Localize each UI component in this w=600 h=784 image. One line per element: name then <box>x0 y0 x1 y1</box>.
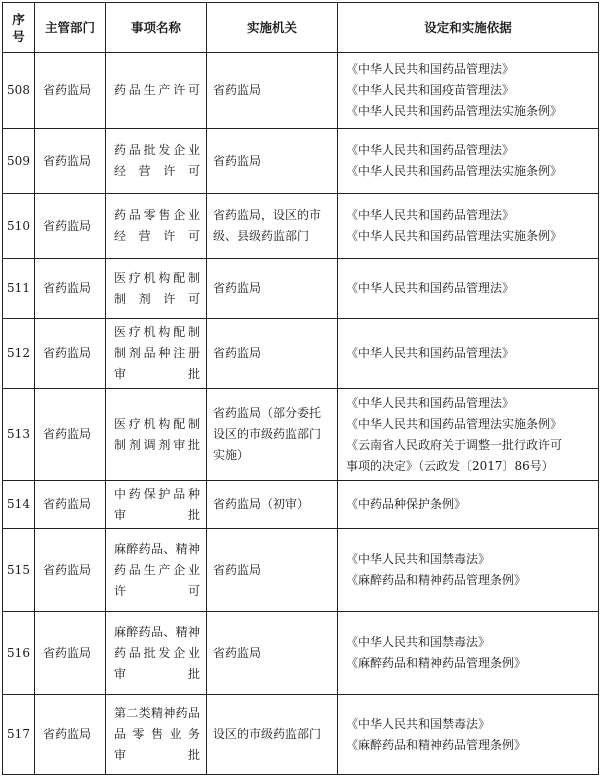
cell-item-name-line: 审批 <box>114 367 200 381</box>
cell-implementing-org-line: 省药监局（部分委托 <box>213 406 322 420</box>
cell-basis-line: 《中华人民共和国禁毒法》 <box>346 552 491 566</box>
cell-basis <box>338 259 599 319</box>
cell-item-name <box>106 389 207 481</box>
cell-item-name-line: 医疗机构配制 <box>114 416 200 431</box>
cell-basis-line: 《麻醉药品和精神药品管理条例》 <box>346 656 527 670</box>
cell-dept: 省药监局 <box>35 194 106 259</box>
cell-basis <box>338 389 599 481</box>
cell-item-name <box>106 319 207 389</box>
header-seq <box>3 3 35 53</box>
cell-implementing-org <box>207 695 338 775</box>
table-row <box>3 481 599 529</box>
cell-basis <box>338 481 599 529</box>
cell-basis <box>338 53 599 129</box>
cell-item-name-line: 制剂品种注册 <box>114 346 200 360</box>
cell-dept: 省药监局 <box>35 529 106 612</box>
cell-item-name-line: 药品生产企业 <box>114 562 200 577</box>
cell-dept: 省药监局 <box>35 389 106 481</box>
cell-item-name-line: 医疗机构配制 <box>114 270 200 285</box>
licensing-items-table <box>2 2 599 775</box>
cell-basis-line: 《中药品种保护条例》 <box>346 497 467 511</box>
cell-item-name <box>106 481 207 529</box>
cell-implementing-org-line: 省药监局（初审） <box>213 497 310 511</box>
table-row <box>3 389 599 481</box>
cell-item-name-line: 制剂许可 <box>114 291 200 306</box>
cell-basis <box>338 695 599 775</box>
cell-seq: 514 <box>3 481 35 529</box>
cell-implementing-org-line: 设区的市级药监部门 <box>213 727 322 741</box>
cell-implementing-org-line: 实施） <box>213 448 250 462</box>
cell-dept: 省药监局 <box>35 129 106 194</box>
cell-implementing-org <box>207 481 338 529</box>
cell-seq: 508 <box>3 53 35 129</box>
cell-implementing-org <box>207 389 338 481</box>
cell-seq: 516 <box>3 612 35 695</box>
header-item-name: 事项名称 <box>106 3 207 53</box>
header-implementing-org: 实施机关 <box>207 3 338 53</box>
cell-seq: 509 <box>3 129 35 194</box>
cell-basis <box>338 612 599 695</box>
cell-item-name-line: 审批 <box>114 507 200 522</box>
cell-seq: 510 <box>3 194 35 259</box>
cell-item-name-line: 品零售业务 <box>114 727 200 741</box>
cell-implementing-org-line: 省药监局 <box>213 153 262 168</box>
cell-dept: 省药监局 <box>35 481 106 529</box>
cell-item-name <box>106 53 207 129</box>
cell-implementing-org <box>207 259 338 319</box>
cell-dept: 省药监局 <box>35 53 106 129</box>
cell-item-name-line: 药品批发企业 <box>114 645 200 660</box>
cell-implementing-org-line: 级、县级药监部门 <box>213 229 310 243</box>
table-row <box>3 194 599 259</box>
cell-item-name-line: 药品生产许可 <box>114 83 200 97</box>
cell-basis-line: 《中华人民共和国禁毒法》 <box>346 716 491 731</box>
cell-implementing-org <box>207 612 338 695</box>
table-row <box>3 53 599 129</box>
cell-dept: 省药监局 <box>35 319 106 389</box>
table-row <box>3 529 599 612</box>
cell-basis-line: 《中华人民共和国药品管理法实施条例》 <box>346 164 563 178</box>
cell-implementing-org <box>207 53 338 129</box>
cell-implementing-org <box>207 194 338 259</box>
cell-basis-line: 《云南省人民政府关于调整一批行政许可 <box>346 437 563 452</box>
cell-basis <box>338 529 599 612</box>
cell-item-name-line: 经营许可 <box>114 164 200 178</box>
cell-seq: 511 <box>3 259 35 319</box>
cell-basis-line: 《中华人民共和国药品管理法》 <box>346 346 515 360</box>
cell-implementing-org-line: 省药监局 <box>213 346 262 360</box>
table-row <box>3 129 599 194</box>
cell-basis <box>338 194 599 259</box>
cell-basis <box>338 319 599 389</box>
table-row <box>3 319 599 389</box>
cell-item-name-line: 许可 <box>114 583 200 598</box>
cell-basis-line: 事项的决定》（云政发〔2017〕86号） <box>346 458 554 473</box>
header-dept: 主管部门 <box>35 3 106 53</box>
cell-implementing-org-line: 省药监局 <box>213 281 262 295</box>
cell-dept: 省药监局 <box>35 695 106 775</box>
cell-seq: 517 <box>3 695 35 775</box>
cell-implementing-org <box>207 529 338 612</box>
cell-implementing-org <box>207 129 338 194</box>
cell-item-name-line: 制剂调剂审批 <box>114 437 200 452</box>
cell-item-name <box>106 695 207 775</box>
cell-item-name-line: 药品零售企业 <box>114 208 200 222</box>
cell-seq: 512 <box>3 319 35 389</box>
cell-basis-line: 《中华人民共和国药品管理法实施条例》 <box>346 104 563 118</box>
cell-item-name-line: 第二类精神药品 <box>114 706 200 720</box>
table-row <box>3 695 599 775</box>
cell-basis-line: 《麻醉药品和精神药品管理条例》 <box>346 573 527 587</box>
cell-seq: 513 <box>3 389 35 481</box>
cell-item-name <box>106 529 207 612</box>
cell-basis-line: 《中华人民共和国禁毒法》 <box>346 635 491 649</box>
cell-item-name-line: 麻醉药品、精神 <box>114 624 200 639</box>
cell-basis-line: 《中华人民共和国药品管理法》 <box>346 143 515 157</box>
cell-implementing-org-line: 设区的市级药监部门 <box>213 427 322 441</box>
cell-basis-line: 《中华人民共和国药品管理法》 <box>346 208 515 222</box>
cell-item-name-line: 药品批发企业 <box>114 143 200 157</box>
cell-implementing-org-line: 省药监局 <box>213 645 262 660</box>
cell-implementing-org-line: 省药监局 <box>213 83 262 97</box>
cell-implementing-org-line: 省药监局 <box>213 562 262 577</box>
cell-item-name <box>106 259 207 319</box>
cell-basis-line: 《中华人民共和国疫苗管理法》 <box>346 83 515 97</box>
header-basis: 设定和实施依据 <box>338 3 599 53</box>
cell-implementing-org-line: 省药监局，设区的市 <box>213 208 322 222</box>
cell-basis <box>338 129 599 194</box>
cell-item-name <box>106 194 207 259</box>
table-row <box>3 612 599 695</box>
table-header-row <box>3 3 599 53</box>
cell-basis-line: 《中华人民共和国药品管理法》 <box>346 62 515 76</box>
cell-item-name <box>106 129 207 194</box>
cell-dept: 省药监局 <box>35 259 106 319</box>
cell-basis-line: 《中华人民共和国药品管理法》 <box>346 281 515 295</box>
cell-item-name-line: 审批 <box>114 666 200 681</box>
cell-item-name-line: 审批 <box>114 748 200 762</box>
cell-basis-line: 《麻醉药品和精神药品管理条例》 <box>346 737 527 752</box>
cell-basis-line: 《中华人民共和国药品管理法实施条例》 <box>346 416 563 431</box>
cell-item-name-line: 经营许可 <box>114 229 200 243</box>
cell-dept: 省药监局 <box>35 612 106 695</box>
cell-item-name-line: 医疗机构配制 <box>114 325 200 339</box>
cell-seq: 515 <box>3 529 35 612</box>
table-row <box>3 259 599 319</box>
cell-item-name-line: 麻醉药品、精神 <box>114 541 200 556</box>
cell-item-name <box>106 612 207 695</box>
header-seq-label: 序 号 <box>12 11 25 44</box>
cell-implementing-org <box>207 319 338 389</box>
cell-basis-line: 《中华人民共和国药品管理法》 <box>346 395 515 410</box>
cell-basis-line: 《中华人民共和国药品管理法实施条例》 <box>346 229 563 243</box>
cell-item-name-line: 中药保护品种 <box>114 486 200 501</box>
